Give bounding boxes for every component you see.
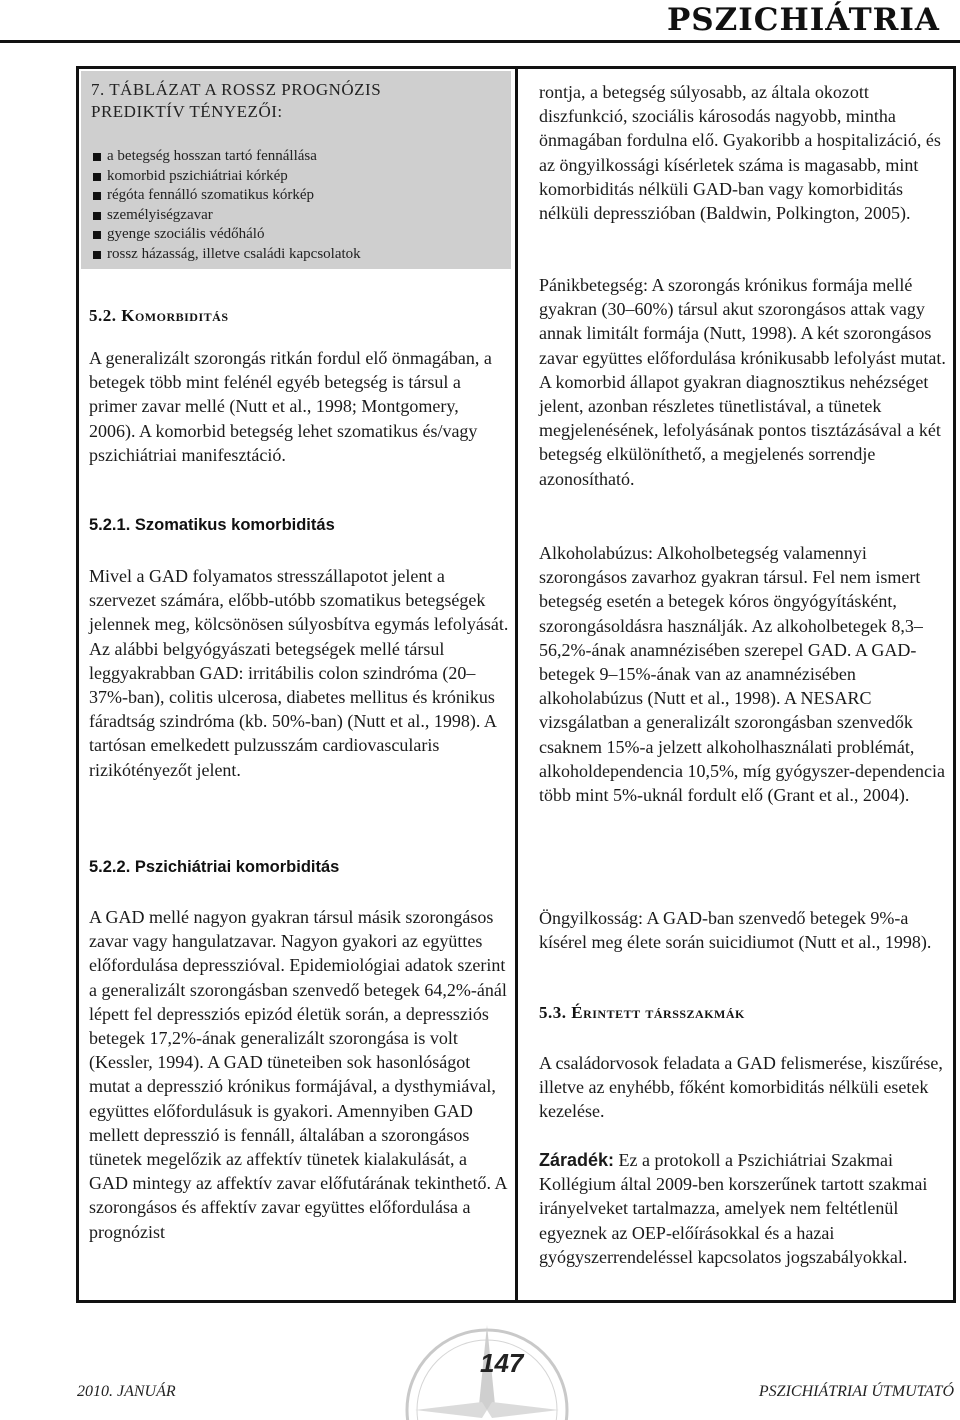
paragraph-5-2-2: A GAD mellé nagyon gyakran társul másik szorongásos zavar vagy hangulatzavar. Nagyon gyakori az együttes előfordulása depresszióval. Epidemiológiai adatok szerint a generalizált szorongásban szenvedő betegek 64,2%-ánál lépett fel depressziós epizód életük során, a depressziós betegek 17,2%-ának generalizált szorongása is volt (Kessler, 1994). A GAD tüneteiben sok hasonlóságot mutat a depresszió krónikus formájával, a dysthymiával, együttes előfordulásuk is gyakori. Amennyiben GAD mellett depresszió is fennáll, általában a szorongásos tünetek megelőzik az affektív tünetek kialakulását, a GAD mintegy az affektív zavar előfutárának tekinthető. A szorongásos és affektív zavar együttes előfordulása a prognózist <box>89 907 507 1242</box>
header-rule <box>0 40 960 43</box>
table-7-title-line1: 7. TÁBLÁZAT A ROSSZ PROGNÓZIS <box>91 80 382 99</box>
right-paragraph-alkohol: Alkoholabúzus: Alkoholbetegség valamennyi szorongásos zavarhoz gyakran társul. Fel nem ismert betegség esetén a betegek kóros öngyógyításként, szorongásoldásra használják. Az alkoholbetegek 8,3–56,2%-ának anamnézisében szerepel GAD. A GAD-betegek 9–15%-ának van az anamnézisében alkoholabúzus (Nutt et al., 1998). A NESARC vizsgálatban a generalizált szorongásban szenvedők csaknem 15%-a jelzett alkoholhasználati problémát, alkoholdependencia 10,5%, míg gyógyszer-dependencia több mint 5%-uknál fordult elő (Grant et al., 2004). <box>539 543 945 806</box>
footer-title: PSZICHIÁTRIAI ÚTMUTATÓ <box>758 1383 954 1400</box>
paragraph-5-2: A generalizált szorongás ritkán fordul elő önmagában, a betegek több mint felénél egyéb betegség is társul a primer zavar mellé (Nutt et al., 1998; Montgomery, 2006). A komorbid betegség lehet szomatikus és/vagy pszichiátriai manifesztáció. <box>89 348 492 465</box>
right-paragraph-tarsszakmak: A családorvosok feladata a GAD felismerése, kiszűrése, illetve az enyhébb, főként komorbiditás nélküli esetek kezelése. <box>539 1053 943 1122</box>
right-paragraph-panik: Pánikbetegség: A szorongás krónikus formája mellé gyakran (30–60%) társul akut szorongásos attak vagy annak limitált formája (Nutt, 1998). A két szorongásos zavar együttes előfordulása krónikusabb lefolyást mutat. A komorbid állapot gyakran diagnosztikus nehézséget jelent, azonban részletes tünetlistával, a tünetek megjelenésének, lefolyásának pontos tisztázásával a két betegség elkülöníthető, a megjelenés sorrendje azonosítható. <box>539 275 946 489</box>
right-paragraph-1: rontja, a betegség súlyosabb, az általa okozott diszfunkció, szociális károsodás nagyobb, mintha önmagában fordulna elő. Gyakoribb a hospitalizáció, és az öngyilkossági kísérletek száma is magasabb, mint komorbiditás nélküli GAD-ban vagy komorbiditás nélküli depresszióban (Baldwin, Polkington, 2005). <box>539 82 941 224</box>
heading-5-2: 5.2. Komorbiditás <box>89 306 229 325</box>
zaradek-text: Ez a protokoll a Pszichiátriai Szakmai Kollégium által 2009-ben korszerűnek tartott szakmai irányelveket tartalmazza, amelyek nem feltétlenül egyeznek az OEP-előírásokkal és a hazai gyógyszerrendeléssel kapcsolatos jogszabályokkal. <box>539 1150 928 1267</box>
table-7-item: régóta fennálló szomatikus kórkép <box>91 186 501 206</box>
table-7-title-line2: PREDIKTÍV TÉNYEZŐI: <box>91 102 283 121</box>
table-7-item: személyiségzavar <box>91 206 501 226</box>
heading-5-2-1: 5.2.1. Szomatikus komorbiditás <box>89 516 335 534</box>
page-number: 147 <box>480 1348 524 1378</box>
right-paragraph-ongyilkossag: Öngyilkosság: A GAD-ban szenvedő betegek 9%-a kísérel meg élete során suicidiumot (Nutt et al., 1998). <box>539 908 932 953</box>
table-7-item: gyenge szociális védőháló <box>91 225 501 245</box>
table-7-item: a betegség hosszan tartó fennállása <box>91 147 501 167</box>
footer-date: 2010. JANUÁR <box>77 1383 176 1400</box>
table-7-box <box>81 71 511 269</box>
table-7-title <box>91 79 501 123</box>
table-7-item: komorbid pszichiátriai kórkép <box>91 167 501 187</box>
zaradek-label: Záradék: <box>539 1150 615 1170</box>
table-7-item: rossz házasság, illetve családi kapcsolatok <box>91 245 501 265</box>
heading-5-2-2: 5.2.2. Pszichiátriai komorbiditás <box>89 858 340 876</box>
paragraph-5-2-1: Mivel a GAD folyamatos stresszállapotot jelent a szervezet számára, előbb-utóbb szomatikus betegségek jelennek meg, kölcsönösen súlyosbítva egymás lefolyását. Az alábbi belgyógyászati betegségek mellé társul leggyakrabban GAD: irritábilis colon szindróma (20–37%-ban), colitis ulcerosa, diabetes mellitus és krónikus fáradtság szindróma (kb. 50%-ban) (Nutt et al., 1998). A tartósan emelkedett pulzusszám cardiovascularis rizikótényezőt jelent. <box>89 566 509 780</box>
zaradek-paragraph <box>539 1148 949 1269</box>
heading-5-3: 5.3. Érintett társszakmák <box>539 1003 745 1022</box>
section-header: PSZICHIÁTRIA <box>666 2 940 38</box>
table-7-list <box>91 147 501 264</box>
